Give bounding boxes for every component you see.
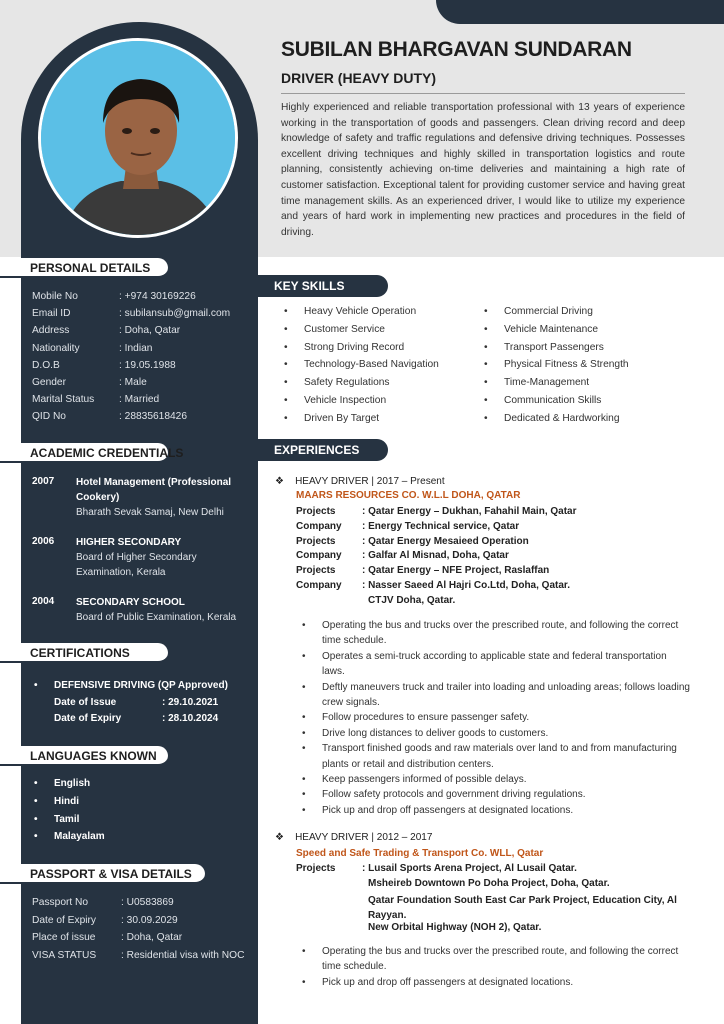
personal-label: Mobile No bbox=[32, 291, 78, 302]
job-project-value: Msheireb Downtown Po Doha Project, Doha, Qatar. bbox=[368, 878, 610, 889]
job-project-value: Qatar Foundation South East Car Park Project, Education City, Al Rayyan. bbox=[368, 895, 677, 921]
job-duties-list bbox=[322, 618, 690, 818]
job-project-label: Company bbox=[296, 580, 342, 591]
personal-label: Nationality bbox=[32, 342, 80, 354]
job-project-label: Company bbox=[296, 550, 342, 562]
certifications-heading: CERTIFICATIONS bbox=[0, 643, 168, 663]
language-item: • Hindi bbox=[54, 796, 79, 807]
certification-name: • DEFENSIVE DRIVING (QP Approved) bbox=[54, 680, 228, 691]
job-project-value: : Qatar Energy Mesaieed Operation bbox=[362, 535, 529, 547]
languages-heading: LANGUAGES KNOWN bbox=[0, 746, 168, 766]
personal-value: : +974 30169226 bbox=[119, 291, 196, 302]
passport-value: : U0583869 bbox=[121, 897, 174, 908]
academic-title: SECONDARY SCHOOL bbox=[76, 597, 185, 608]
skill-item: • Safety Regulations bbox=[304, 377, 390, 388]
job-project-value: : Nasser Saeed Al Hajri Co.Ltd, Doha, Qatar. bbox=[362, 580, 571, 591]
personal-label: Email ID bbox=[32, 308, 71, 320]
passport-label: Place of issue bbox=[32, 932, 96, 943]
job-duty: • Pick up and drop off passengers at designated locations. bbox=[322, 803, 690, 818]
job-project-value: : Qatar Energy – Dukhan, Fahahil Main, Qatar bbox=[362, 506, 577, 517]
job-company: Speed and Safe Trading & Transport Co. WLL, Qatar bbox=[296, 848, 544, 859]
job-duty: • Follow safety protocols and government driving regulations. bbox=[322, 787, 690, 802]
passport-label: VISA STATUS bbox=[32, 949, 97, 961]
personal-value: : 28835618426 bbox=[119, 411, 187, 423]
job-project-value: : Galfar Al Misnad, Doha, Qatar bbox=[362, 550, 509, 562]
job-duty: • Transport finished goods and raw materials over land to and from manufacturing plants or retail and distribution centers. bbox=[322, 741, 690, 772]
job-duty: • Pick up and drop off passengers at designated locations. bbox=[322, 975, 690, 990]
passport-value: : 30.09.2029 bbox=[121, 914, 178, 926]
academic-heading: ACADEMIC CREDENTIALS bbox=[0, 443, 168, 463]
personal-value: : Male bbox=[119, 377, 147, 388]
cert-expiry-value: : 28.10.2024 bbox=[162, 713, 219, 724]
academic-year: 2007 bbox=[32, 476, 55, 487]
skill-item: • Heavy Vehicle Operation bbox=[304, 306, 416, 317]
job-title: HEAVY DRIVER | 2017 – Present bbox=[295, 476, 445, 487]
personal-label: Gender bbox=[32, 377, 66, 388]
job-project-value: CTJV Doha, Qatar. bbox=[368, 594, 456, 606]
passport-heading: PASSPORT & VISA DETAILS bbox=[0, 864, 205, 884]
passport-value: : Residential visa with NOC bbox=[121, 949, 245, 961]
personal-label: Address bbox=[32, 325, 70, 337]
language-item: • English bbox=[54, 778, 90, 789]
profile-photo bbox=[38, 38, 238, 238]
job-duty: • Follow procedures to ensure passenger safety. bbox=[322, 710, 690, 725]
cert-issue-label: Date of Issue bbox=[54, 697, 117, 708]
passport-label: Passport No bbox=[32, 897, 89, 908]
skill-item: • Dedicated & Hardworking bbox=[504, 413, 620, 424]
job-project-value: New Orbital Highway (NOH 2), Qatar. bbox=[368, 922, 542, 933]
skill-item: • Technology-Based Navigation bbox=[304, 359, 439, 370]
passport-label: Date of Expiry bbox=[32, 914, 96, 926]
job-project-label: Company bbox=[296, 520, 342, 532]
personal-value: : Married bbox=[119, 394, 160, 406]
language-item: • Tamil bbox=[54, 814, 79, 825]
skill-item: • Communication Skills bbox=[504, 395, 601, 406]
passport-value: : Doha, Qatar bbox=[121, 932, 183, 943]
job-project-value: : Lusail Sports Arena Project, Al Lusail Qatar. bbox=[362, 863, 577, 874]
job-duty: • Operating the bus and trucks over the prescribed route, and following the correct time schedule. bbox=[322, 944, 690, 975]
academic-institution: Board of Public Examination, Kerala bbox=[76, 612, 237, 623]
skill-item: • Commercial Driving bbox=[504, 306, 593, 317]
personal-label: Marital Status bbox=[32, 394, 95, 406]
skill-item: • Time-Management bbox=[504, 377, 589, 388]
candidate-name: SUBILAN BHARGAVAN SUNDARAN bbox=[281, 38, 632, 61]
skill-item: • Customer Service bbox=[304, 324, 385, 335]
personal-value: : 19.05.1988 bbox=[119, 359, 176, 371]
candidate-role: DRIVER (HEAVY DUTY) bbox=[281, 70, 437, 86]
academic-institution: Board of Higher Secondary Examination, Kerala bbox=[76, 552, 197, 578]
job-heading: ❖ HEAVY DRIVER | 2017 – Present bbox=[275, 476, 445, 487]
key-skills-heading: KEY SKILLS bbox=[258, 275, 388, 297]
academic-institution: Bharath Sevak Samaj, New Delhi bbox=[76, 507, 224, 518]
job-project-value: : Energy Technical service, Qatar bbox=[362, 520, 520, 532]
academic-title: Hotel Management (Professional Cookery) bbox=[76, 477, 232, 503]
personal-value: : Doha, Qatar bbox=[119, 325, 181, 337]
personal-value: : Indian bbox=[119, 342, 153, 354]
skill-item: • Driven By Target bbox=[304, 413, 379, 424]
personal-value: : subilansub@gmail.com bbox=[119, 308, 231, 320]
header-divider bbox=[281, 93, 685, 94]
job-duties-list bbox=[322, 944, 690, 990]
cert-issue-value: : 29.10.2021 bbox=[162, 697, 219, 708]
language-item: • Malayalam bbox=[54, 831, 105, 842]
skill-item: • Strong Driving Record bbox=[304, 342, 404, 353]
job-project-label: Projects bbox=[296, 535, 336, 547]
cert-expiry-label: Date of Expiry bbox=[54, 713, 122, 724]
job-heading: ❖ HEAVY DRIVER | 2012 – 2017 bbox=[275, 832, 433, 843]
job-project-label: Projects bbox=[296, 565, 336, 577]
personal-label: D.O.B bbox=[32, 359, 60, 371]
job-project-label: Projects bbox=[296, 506, 336, 517]
job-duty: • Deftly maneuvers truck and trailer into loading and unloading areas; follows loading crew signals. bbox=[322, 680, 690, 711]
personal-details-heading: PERSONAL DETAILS bbox=[0, 258, 168, 278]
job-project-value: : Qatar Energy – NFE Project, Raslaffan bbox=[362, 565, 550, 577]
skill-item: • Physical Fitness & Strength bbox=[504, 359, 629, 370]
header-corner-tab bbox=[436, 0, 724, 24]
job-company: MAARS RESOURCES CO. W.L.L DOHA, QATAR bbox=[296, 490, 521, 501]
skill-item: • Vehicle Inspection bbox=[304, 395, 386, 406]
job-duty: • Drive long distances to deliver goods to customers. bbox=[322, 726, 690, 741]
personal-label: QID No bbox=[32, 411, 66, 423]
profile-summary: Highly experienced and reliable transportation professional with 13 years of experience working in the transportation of goods and passengers. Clean driving record and deep knowledge of safety and traffic regulations and defensive driving techniques. Possesses excellent driving techniques and highly skilled in transportation logistics and route planning, consistently achieving on-time deliveries and maintaining a high rate of customer satisfaction. Exceptional talent for providing customer service and having great time management skills. As an experienced driver, I would like to utilize my experience and years of hard work in implementing new practices and procedures in the field of driving. bbox=[281, 102, 685, 238]
skill-item: • Transport Passengers bbox=[504, 342, 604, 353]
job-title: HEAVY DRIVER | 2012 – 2017 bbox=[295, 832, 433, 843]
job-duty: • Keep passengers informed of possible delays. bbox=[322, 772, 690, 787]
job-duty: • Operating the bus and trucks over the prescribed route, and following the correct time schedule. bbox=[322, 618, 690, 649]
academic-year: 2006 bbox=[32, 536, 55, 547]
academic-title: HIGHER SECONDARY bbox=[76, 537, 182, 548]
job-project-label: Projects bbox=[296, 863, 336, 874]
academic-year: 2004 bbox=[32, 596, 55, 607]
skill-item: • Vehicle Maintenance bbox=[504, 324, 598, 335]
experiences-heading: EXPERIENCES bbox=[258, 439, 388, 461]
job-duty: • Operates a semi-truck according to applicable state and federal transportation laws. bbox=[322, 649, 690, 680]
